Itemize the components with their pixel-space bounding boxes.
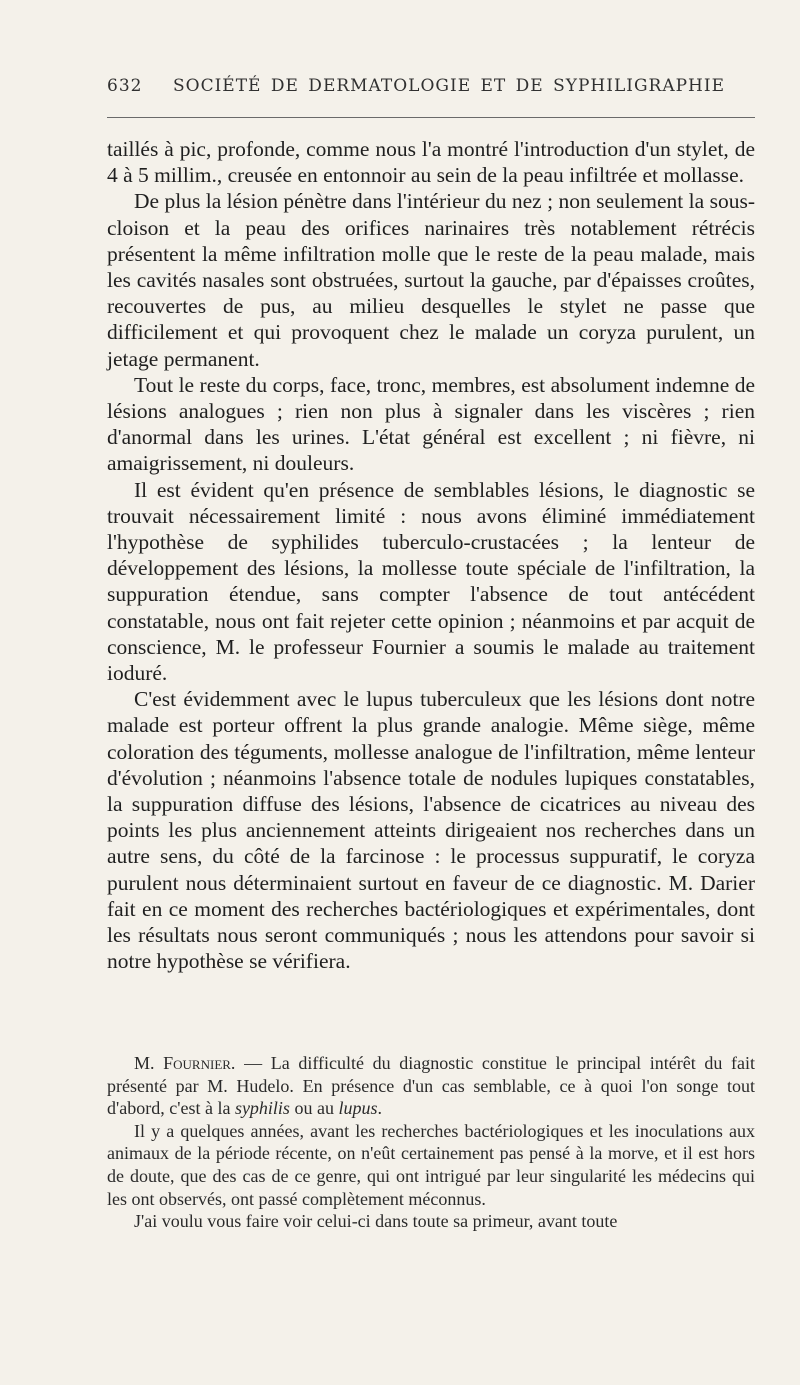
speaker-name: M. Fournier. — [134, 1053, 236, 1073]
paragraph-nasal-lesion: De plus la lésion pénètre dans l'intérieur du nez ; non seulement la sous-cloison et la peau des orifices narinaires très notablement rétrécis présentent la même infiltration molle que le reste de la peau malade, mais les cavités nasales sont obstruées, surtout la gauche, par d'épaisses croûtes, recouvertes de pus, au milieu desquelles le stylet ne passe que difficilement et qui provoquent chez le malade un coryza purulent, un jetage permanent. — [107, 189, 755, 371]
discussion-paragraph-3: J'ai voulu vous faire voir celui-ci dans toute sa primeur, avant toute — [134, 1211, 618, 1232]
header-rule — [107, 117, 755, 118]
paragraph-general-state: Tout le reste du corps, face, tronc, membres, est absolument indemne de lésions analogues ; rien non plus à signaler dans les viscères ; rien d'anormal dans les urines. L'état général est excellent ; ni fièvre, ni amaigrissement, ni douleurs. — [107, 372, 755, 476]
term-lupus: lupus — [338, 1098, 378, 1119]
case-report-text — [107, 136, 755, 975]
paragraph-diagnosis: Il est évident qu'en présence de semblables lésions, le diagnostic se trouvait nécessairement limité : nous avons éliminé immédiatement l'hypothèse de syphilides tuberculo-crustacées ; la lenteur de développement des lésions, la mollesse toute spéciale de l'infiltration, la suppuration étendue, sans compter l'absence de tout antécédent constatable, nous ont fait rejeter cette opinion ; néanmoins et par acquit de conscience, M. le professeur Fournier a soumis le malade au traitement ioduré. — [107, 477, 755, 686]
page-number: 632 — [107, 76, 143, 96]
discussion-text: ou au — [289, 1098, 339, 1119]
discussion-text: . — [377, 1098, 382, 1119]
term-syphilis: syphilis — [234, 1098, 290, 1119]
discussion-paragraph-2: Il y a quelques années, avant les recherches bactériologiques et les inoculations aux animaux de la période récente, on n'eût certainement pas pensé à la morve, et il est hors de doute, que des cas de ce genre, qui ont intrigué par leur singularité les médecins qui les ont observés, ont passé complètement méconnus. — [107, 1120, 755, 1209]
paragraph-lupus-comparison: C'est évidemment avec le lupus tuberculeux que les lésions dont notre malade est porteur offrent la plus grande analogie. Même siège, même coloration des téguments, mollesse analogue de l'infiltration, même lenteur d'évolution ; néanmoins l'absence totale de nodules lupiques constatables, la suppuration diffuse des lésions, l'absence de cicatrices au niveau des points les plus anciennement atteints dirigeaient nos recherches dans un autre sens, du côté de la farcinose : le processus suppuratif, le coryza purulent nous déterminaient surtout en faveur de ce diagnostic. M. Darier fait en ce moment des recherches bactériologiques et expérimentales, dont les résultats nous seront communiqués ; nous les attendons pour savoir si notre hypothèse se vérifiera. — [107, 687, 755, 974]
discussion-section — [107, 1052, 755, 1233]
discussion-paragraph-1 — [107, 1052, 755, 1120]
running-title: SOCIÉTÉ DE DERMATOLOGIE ET DE SYPHILIGRAPHIE — [173, 76, 726, 96]
discussion-text: — La difficulté du diagnostic constitue le principal intérêt du fait présenté par M. Hudelo. En présence d'un cas semblable, ce à quoi l'on songe tout d'abord, c'est à la — [107, 1053, 755, 1119]
running-header — [107, 76, 755, 106]
paragraph-continued: taillés à pic, profonde, comme nous l'a montré l'introduction d'un stylet, de 4 à 5 millim., creusée en entonnoir au sein de la peau infiltrée et mollasse. — [107, 137, 755, 188]
